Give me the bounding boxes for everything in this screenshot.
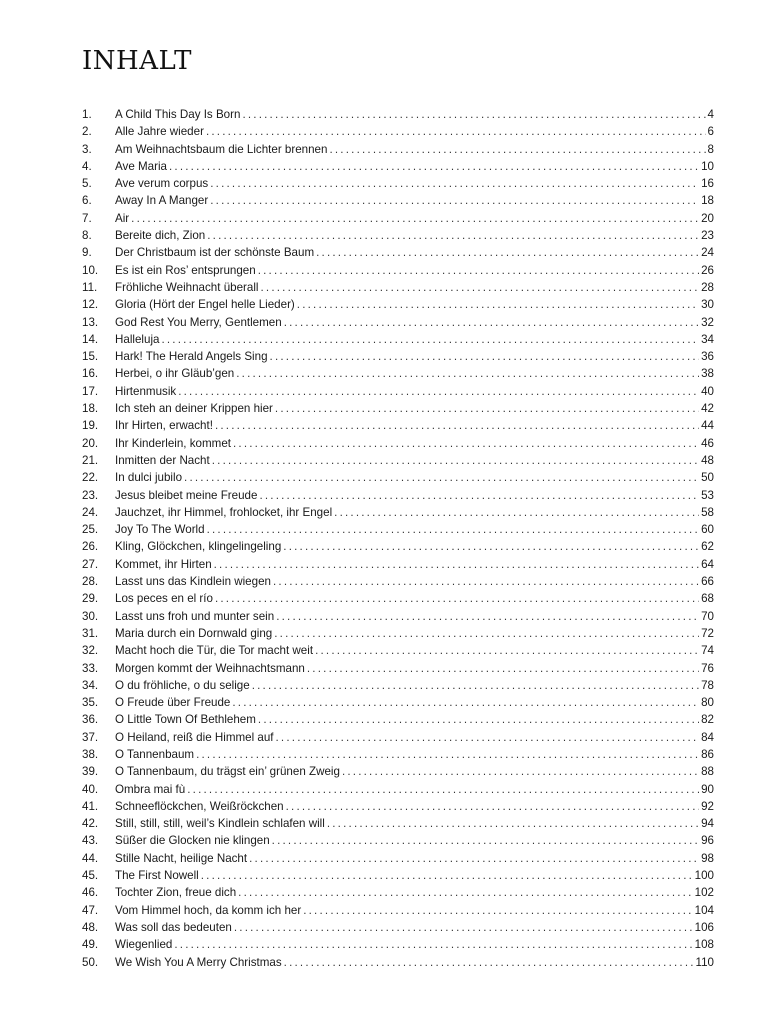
toc-entry-page: 62 <box>701 540 714 554</box>
toc-entry-page: 100 <box>694 869 714 883</box>
toc-dot-leader <box>316 244 699 261</box>
toc-entry <box>82 781 714 798</box>
toc-entry <box>82 504 714 521</box>
toc-entry-title: Herbei, o ihr Gläub’gen <box>115 367 235 381</box>
toc-entry-page: 34 <box>701 332 714 346</box>
toc-entry-title: Macht hoch die Tür, die Tor macht weit <box>115 644 314 658</box>
toc-entry-page: 4 <box>707 108 714 121</box>
toc-entry-page: 32 <box>701 315 714 329</box>
toc-entry-page: 78 <box>701 678 714 692</box>
toc-entry-number: 8. <box>82 229 92 243</box>
toc-entry <box>82 244 714 261</box>
toc-dot-leader <box>283 538 699 555</box>
toc-entry-page: 18 <box>701 194 714 208</box>
toc-entry-number: 31. <box>82 626 99 640</box>
toc-dot-leader <box>206 123 706 140</box>
toc-entry-number: 37. <box>82 730 99 744</box>
toc-entry <box>82 711 714 728</box>
toc-entry-title: Air <box>115 211 130 225</box>
toc-entry-number: 49. <box>82 938 99 952</box>
toc-entry <box>82 832 714 849</box>
toc-entry-title: O Little Town Of Bethlehem <box>115 713 256 727</box>
toc-entry-page: 74 <box>701 644 714 658</box>
toc-entry-title: Am Weihnachtsbaum die Lichter brennen <box>115 142 328 156</box>
toc-entry-title: Ihr Kinderlein, kommet <box>115 436 231 450</box>
toc-entry <box>82 365 714 382</box>
toc-entry-page: 16 <box>701 177 714 191</box>
toc-entry <box>82 884 714 901</box>
toc-dot-leader <box>207 521 700 538</box>
toc-entry-number: 11. <box>82 280 98 294</box>
toc-entry-page: 10 <box>701 159 714 173</box>
toc-entry-page: 92 <box>701 799 714 813</box>
toc-entry-number: 12. <box>82 298 99 312</box>
toc-entry-title: Los peces en el río <box>115 592 213 606</box>
toc-entry <box>82 867 714 884</box>
toc-dot-leader <box>273 573 699 590</box>
toc-entry-page: 8 <box>707 142 714 156</box>
toc-entry-title: The First Nowell <box>115 869 199 883</box>
toc-entry-page: 106 <box>694 920 714 934</box>
toc-entry-number: 27. <box>82 557 99 571</box>
toc-dot-leader <box>215 417 699 434</box>
toc-entry-page: 70 <box>701 609 714 623</box>
toc-entry-number: 21. <box>82 453 99 467</box>
toc-entry-title: Maria durch ein Dornwald ging <box>115 626 273 640</box>
toc-entry <box>82 383 714 400</box>
toc-dot-leader <box>303 902 692 919</box>
toc-entry-title: A Child This Day Is Born <box>115 108 241 121</box>
toc-entry-page: 28 <box>701 280 714 294</box>
toc-entry-number: 48. <box>82 920 99 934</box>
toc-entry-page: 64 <box>701 557 714 571</box>
toc-dot-leader <box>242 106 705 123</box>
toc-entry-number: 29. <box>82 592 99 606</box>
toc-entry <box>82 556 714 573</box>
toc-entry-number: 24. <box>82 505 99 519</box>
toc-entry <box>82 106 714 123</box>
toc-entry-title: O Heiland, reiß die Himmel auf <box>115 730 274 744</box>
toc-dot-leader <box>252 677 699 694</box>
toc-dot-leader <box>233 435 699 452</box>
toc-dot-leader <box>131 210 699 227</box>
toc-entry <box>82 314 714 331</box>
toc-entry-number: 1. <box>82 108 92 121</box>
toc-entry <box>82 763 714 780</box>
toc-entry <box>82 348 714 365</box>
toc-entry-number: 33. <box>82 661 99 675</box>
toc-entry <box>82 919 714 936</box>
toc-entry-number: 35. <box>82 696 99 710</box>
toc-dot-leader <box>342 763 699 780</box>
toc-entry-title: Morgen kommt der Weihnachtsmann <box>115 661 305 675</box>
toc-entry-title: Kling, Glöckchen, klingelingeling <box>115 540 282 554</box>
toc-entry-title: Lasst uns froh und munter sein <box>115 609 275 623</box>
toc-entry-page: 30 <box>701 298 714 312</box>
toc-entry-title: Bereite dich, Zion <box>115 229 206 243</box>
toc-entry-number: 42. <box>82 817 99 831</box>
toc-dot-leader <box>178 383 699 400</box>
toc-entry-page: 20 <box>701 211 714 225</box>
toc-entry <box>82 815 714 832</box>
toc-dot-leader <box>258 711 699 728</box>
toc-entry-number: 7. <box>82 211 92 225</box>
toc-entry <box>82 192 714 209</box>
toc-dot-leader <box>196 746 699 763</box>
toc-entry-title: Lasst uns das Kindlein wiegen <box>115 575 271 589</box>
toc-entry <box>82 850 714 867</box>
toc-dot-leader <box>307 660 699 677</box>
toc-dot-leader <box>327 815 699 832</box>
toc-entry-number: 17. <box>82 384 99 398</box>
toc-entry-title: We Wish You A Merry Christmas <box>115 955 282 969</box>
toc-dot-leader <box>329 141 705 158</box>
toc-entry <box>82 487 714 504</box>
toc-entry-number: 25. <box>82 523 99 537</box>
toc-dot-leader <box>275 400 699 417</box>
toc-entry-title: Schneeflöckchen, Weißröckchen <box>115 799 284 813</box>
toc-entry-page: 53 <box>701 488 714 502</box>
toc-entry-number: 4. <box>82 159 92 173</box>
toc-entry-title: O Tannenbaum, du trägst ein’ grünen Zweig <box>115 765 340 779</box>
toc-entry-title: Gloria (Hört der Engel helle Lieder) <box>115 298 295 312</box>
toc-entry <box>82 210 714 227</box>
toc-dot-leader <box>214 556 699 573</box>
toc-entry <box>82 954 714 971</box>
toc-entry-page: 108 <box>694 938 714 952</box>
toc-entry <box>82 902 714 919</box>
toc-entry <box>82 538 714 555</box>
toc-entry <box>82 573 714 590</box>
toc-dot-leader <box>258 262 699 279</box>
toc-dot-leader <box>215 590 699 607</box>
toc-dot-leader <box>212 452 699 469</box>
toc-entry-page: 86 <box>701 747 714 761</box>
toc-dot-leader <box>276 608 699 625</box>
toc-entry <box>82 590 714 607</box>
toc-dot-leader <box>210 175 699 192</box>
toc-entry-number: 43. <box>82 834 99 848</box>
toc-entry-number: 40. <box>82 782 99 796</box>
toc-entry-number: 22. <box>82 471 99 485</box>
toc-entry-title: O du fröhliche, o du selige <box>115 678 250 692</box>
toc-dot-leader <box>207 227 699 244</box>
toc-entry <box>82 642 714 659</box>
toc-entry-page: 44 <box>701 419 714 433</box>
toc-entry-title: Es ist ein Ros’ entsprungen <box>115 263 256 277</box>
toc-entry-number: 30. <box>82 609 99 623</box>
toc-entry-page: 88 <box>701 765 714 779</box>
toc-entry-number: 9. <box>82 246 92 260</box>
toc-entry-page: 96 <box>701 834 714 848</box>
toc-entry-number: 10. <box>82 263 99 277</box>
toc-entry-page: 90 <box>701 782 714 796</box>
toc-entry <box>82 296 714 313</box>
toc-dot-leader <box>259 487 699 504</box>
toc-entry-title: Ave verum corpus <box>115 177 209 191</box>
toc-entry-number: 50. <box>82 955 99 969</box>
toc-dot-leader <box>276 729 700 746</box>
toc-entry-title: Kommet, ihr Hirten <box>115 557 212 571</box>
toc-entry-page: 102 <box>694 886 714 900</box>
toc-entry <box>82 279 714 296</box>
toc-entry-number: 5. <box>82 177 92 191</box>
toc-dot-leader <box>286 798 699 815</box>
toc-entry-page: 23 <box>701 229 714 243</box>
toc-entry-page: 104 <box>694 903 714 917</box>
toc-entry-title: O Freude über Freude <box>115 696 231 710</box>
toc-entry-title: Süßer die Glocken nie klingen <box>115 834 270 848</box>
toc-entry-title: Ombra mai fù <box>115 782 186 796</box>
toc-entry <box>82 746 714 763</box>
toc-dot-leader <box>184 469 699 486</box>
toc-dot-leader <box>234 919 693 936</box>
toc-dot-leader <box>161 331 699 348</box>
toc-entry-page: 68 <box>701 592 714 606</box>
toc-entry-page: 84 <box>701 730 714 744</box>
toc-entry-title: Joy To The World <box>115 523 205 537</box>
toc-dot-leader <box>236 365 699 382</box>
toc-entry-page: 6 <box>707 125 714 139</box>
toc-entry-title: Stille Nacht, heilige Nacht <box>115 851 248 865</box>
toc-dot-leader <box>238 884 693 901</box>
toc-entry-title: Jesus bleibet meine Freude <box>115 488 258 502</box>
toc-dot-leader <box>334 504 699 521</box>
toc-entry-number: 6. <box>82 194 92 208</box>
toc-entry-title: Hirtenmusik <box>115 384 177 398</box>
toc-entry-page: 98 <box>701 851 714 865</box>
toc-entry-page: 82 <box>701 713 714 727</box>
toc-entry-title: Was soll das bedeuten <box>115 920 232 934</box>
toc-entry-page: 66 <box>701 575 714 589</box>
toc-dot-leader <box>284 954 694 971</box>
toc-entry-page: 46 <box>701 436 714 450</box>
toc-entry-title: Alle Jahre wieder <box>115 125 204 139</box>
toc-entry-title: Vom Himmel hoch, da komm ich her <box>115 903 302 917</box>
toc-dot-leader <box>249 850 699 867</box>
toc-entry-number: 45. <box>82 869 99 883</box>
toc-entry-number: 15. <box>82 350 99 364</box>
toc-entry <box>82 608 714 625</box>
toc-dot-leader <box>174 936 692 953</box>
toc-entry <box>82 400 714 417</box>
toc-entry-number: 34. <box>82 678 99 692</box>
toc-entry-page: 38 <box>701 367 714 381</box>
table-of-contents <box>82 106 714 971</box>
toc-entry-title: Jauchzet, ihr Himmel, frohlocket, ihr Engel <box>115 505 333 519</box>
toc-entry-page: 94 <box>701 817 714 831</box>
toc-entry-number: 41. <box>82 799 99 813</box>
toc-entry-title: Away In A Manger <box>115 194 209 208</box>
toc-entry <box>82 521 714 538</box>
toc-entry-title: Ave Maria <box>115 159 167 173</box>
toc-entry-page: 72 <box>701 626 714 640</box>
toc-entry-page: 48 <box>701 453 714 467</box>
toc-entry-number: 28. <box>82 575 99 589</box>
toc-entry <box>82 469 714 486</box>
toc-entry <box>82 262 714 279</box>
toc-entry <box>82 625 714 642</box>
toc-dot-leader <box>272 832 699 849</box>
toc-entry-number: 19. <box>82 419 99 433</box>
toc-entry-page: 26 <box>701 263 714 277</box>
toc-entry-page: 40 <box>701 384 714 398</box>
toc-entry-title: Fröhliche Weihnacht überall <box>115 280 259 294</box>
toc-entry-number: 36. <box>82 713 99 727</box>
toc-entry-number: 47. <box>82 903 99 917</box>
toc-entry <box>82 158 714 175</box>
toc-dot-leader <box>297 296 699 313</box>
toc-dot-leader <box>210 192 699 209</box>
page-title: INHALT <box>82 46 192 76</box>
toc-entry-title: In dulci jubilo <box>115 471 183 485</box>
toc-dot-leader <box>274 625 699 642</box>
toc-entry-title: Der Christbaum ist der schönste Baum <box>115 246 315 260</box>
toc-entry-page: 76 <box>701 661 714 675</box>
toc-entry-title: Still, still, still, weil’s Kindlein schlafen will <box>115 817 325 831</box>
toc-entry <box>82 729 714 746</box>
toc-entry <box>82 452 714 469</box>
toc-entry <box>82 417 714 434</box>
toc-entry-page: 110 <box>695 955 714 969</box>
toc-entry-number: 16. <box>82 367 99 381</box>
toc-entry <box>82 435 714 452</box>
toc-entry <box>82 677 714 694</box>
toc-entry <box>82 175 714 192</box>
toc-dot-leader <box>201 867 693 884</box>
toc-dot-leader <box>261 279 700 296</box>
toc-entry-number: 39. <box>82 765 99 779</box>
toc-entry-page: 42 <box>701 402 714 416</box>
toc-entry-title: God Rest You Merry, Gentlemen <box>115 315 282 329</box>
toc-entry <box>82 123 714 140</box>
toc-entry <box>82 798 714 815</box>
toc-entry-page: 36 <box>701 350 714 364</box>
toc-dot-leader <box>169 158 699 175</box>
toc-entry-title: Ihr Hirten, erwacht! <box>115 419 213 433</box>
toc-entry-number: 26. <box>82 540 99 554</box>
toc-entry-number: 23. <box>82 488 99 502</box>
toc-entry-number: 2. <box>82 125 92 139</box>
toc-entry-number: 20. <box>82 436 99 450</box>
toc-entry-page: 50 <box>701 471 714 485</box>
toc-entry-title: Hark! The Herald Angels Sing <box>115 350 268 364</box>
toc-entry <box>82 331 714 348</box>
toc-entry <box>82 660 714 677</box>
toc-dot-leader <box>284 314 699 331</box>
toc-entry-number: 44. <box>82 851 99 865</box>
toc-entry-title: Halleluja <box>115 332 160 346</box>
toc-dot-leader <box>315 642 699 659</box>
toc-entry-number: 46. <box>82 886 99 900</box>
toc-dot-leader <box>270 348 700 365</box>
toc-entry-number: 38. <box>82 747 99 761</box>
toc-entry <box>82 141 714 158</box>
toc-entry-number: 13. <box>82 315 99 329</box>
toc-entry-number: 14. <box>82 332 99 346</box>
toc-entry-number: 18. <box>82 402 99 416</box>
toc-entry <box>82 936 714 953</box>
toc-entry-page: 80 <box>701 696 714 710</box>
toc-entry-number: 3. <box>82 142 92 156</box>
toc-entry-title: O Tannenbaum <box>115 747 195 761</box>
toc-entry-title: Tochter Zion, freue dich <box>115 886 237 900</box>
toc-entry-page: 24 <box>701 246 714 260</box>
toc-dot-leader <box>187 781 699 798</box>
toc-entry-page: 58 <box>701 505 714 519</box>
toc-entry-number: 32. <box>82 644 99 658</box>
toc-entry <box>82 694 714 711</box>
toc-entry <box>82 227 714 244</box>
toc-entry-title: Inmitten der Nacht <box>115 453 210 467</box>
toc-entry-title: Wiegenlied <box>115 938 173 952</box>
toc-entry-title: Ich steh an deiner Krippen hier <box>115 402 273 416</box>
toc-dot-leader <box>232 694 699 711</box>
toc-entry-page: 60 <box>701 523 714 537</box>
